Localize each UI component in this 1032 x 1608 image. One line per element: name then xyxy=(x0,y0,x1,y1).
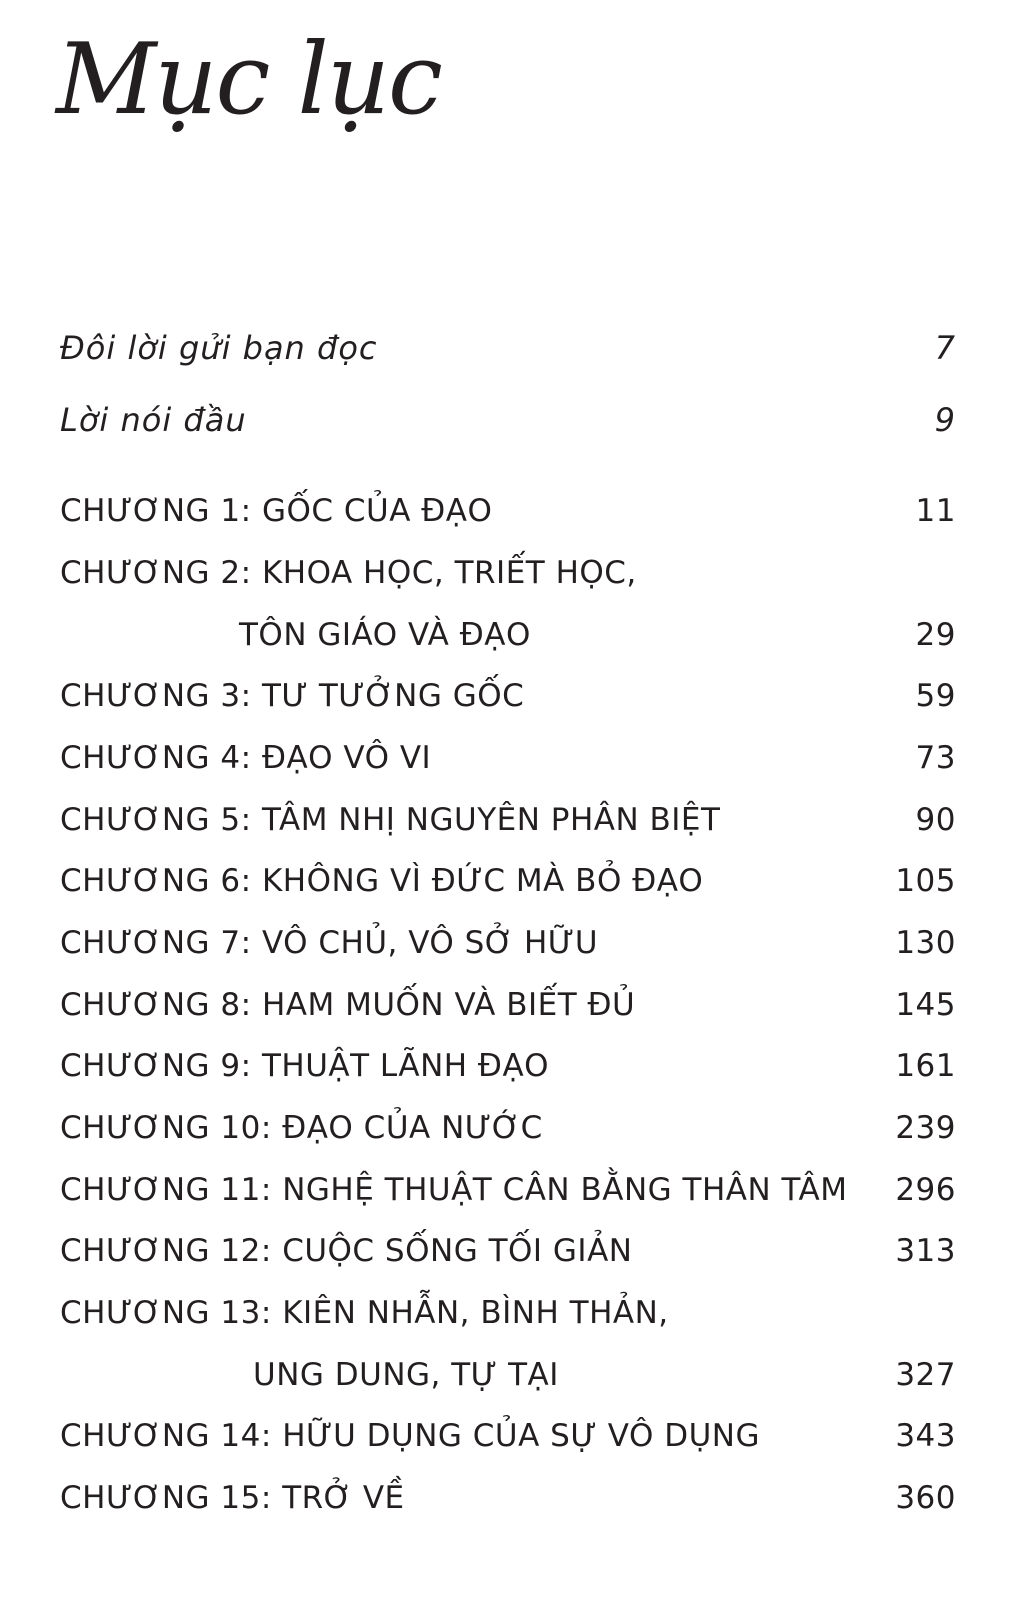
toc-entry-chapter-8[interactable] xyxy=(60,980,956,1030)
toc-entry-chapter-11[interactable] xyxy=(60,1165,956,1215)
toc-entry-chapter-7[interactable] xyxy=(60,918,956,968)
toc-entry-chapter-1[interactable] xyxy=(60,486,956,536)
page-title: Mục lục xyxy=(56,23,441,137)
chapter-page: 90 xyxy=(915,802,956,838)
toc-entry-title: Đôi lời gửi bạn đọc xyxy=(60,329,378,367)
chapter-page: 145 xyxy=(895,987,956,1023)
chapter-page: 29 xyxy=(915,617,956,653)
toc-entry-preface-readers[interactable] xyxy=(60,323,956,373)
toc-entry-chapter-5[interactable] xyxy=(60,795,956,845)
chapter-page: 161 xyxy=(895,1048,956,1084)
chapter-page: 105 xyxy=(895,863,956,899)
chapter-label: CHƯƠNG 6: xyxy=(60,863,252,899)
chapter-page: 130 xyxy=(895,925,956,961)
chapter-title: THUẬT LÃNH ĐẠO xyxy=(261,1048,550,1084)
toc-entry-chapter-13[interactable] xyxy=(60,1288,956,1338)
chapter-page: 313 xyxy=(895,1233,956,1269)
chapter-title: VÔ CHỦ, VÔ SỞ HỮU xyxy=(261,925,599,961)
toc-entry-chapter-15[interactable] xyxy=(60,1473,956,1523)
toc-entry-chapter-6[interactable] xyxy=(60,856,956,906)
chapter-title: KIÊN NHẪN, BÌNH THẢN, xyxy=(282,1295,669,1331)
chapter-label: CHƯƠNG 5: xyxy=(60,802,252,838)
chapter-label: CHƯƠNG 4: xyxy=(60,740,252,776)
chapter-title: TRỞ VỀ xyxy=(282,1480,405,1516)
toc-entry-chapter-3[interactable] xyxy=(60,671,956,721)
chapter-label: CHƯƠNG 8: xyxy=(60,987,252,1023)
toc-entry-chapter-10[interactable] xyxy=(60,1103,956,1153)
chapter-label: CHƯƠNG 12: xyxy=(60,1233,272,1269)
chapter-label: CHƯƠNG 9: xyxy=(60,1048,252,1084)
chapter-page: 343 xyxy=(895,1418,956,1454)
chapter-page: 239 xyxy=(895,1110,956,1146)
chapter-title: ĐẠO VÔ VI xyxy=(261,740,432,776)
toc-entry-chapter-2-continued[interactable] xyxy=(60,610,956,660)
chapter-title: NGHỆ THUẬT CÂN BẰNG THÂN TÂM xyxy=(282,1172,848,1208)
chapter-label: CHƯƠNG 7: xyxy=(60,925,252,961)
chapter-title-continued: TÔN GIÁO VÀ ĐẠO xyxy=(239,617,531,653)
chapter-title: HỮU DỤNG CỦA SỰ VÔ DỤNG xyxy=(282,1418,760,1454)
toc-entry-page: 7 xyxy=(934,329,956,367)
chapter-label: CHƯƠNG 14: xyxy=(60,1418,272,1454)
chapter-title: HAM MUỐN VÀ BIẾT ĐỦ xyxy=(261,987,636,1023)
toc-entry-chapter-9[interactable] xyxy=(60,1041,956,1091)
chapter-page: 360 xyxy=(895,1480,956,1516)
chapter-label: CHƯƠNG 10: xyxy=(60,1110,272,1146)
toc-entry-page: 9 xyxy=(934,401,956,439)
toc-entry-foreword[interactable] xyxy=(60,395,956,445)
chapter-label: CHƯƠNG 3: xyxy=(60,678,252,714)
chapter-page: 327 xyxy=(895,1357,956,1393)
toc-entry-chapter-12[interactable] xyxy=(60,1226,956,1276)
toc-entry-chapter-14[interactable] xyxy=(60,1411,956,1461)
toc-entry-chapter-2[interactable] xyxy=(60,548,956,598)
chapter-page: 11 xyxy=(915,493,956,529)
toc-entry-title: Lời nói đầu xyxy=(60,401,247,439)
chapter-title: GỐC CỦA ĐẠO xyxy=(261,493,493,529)
chapter-title: KHÔNG VÌ ĐỨC MÀ BỎ ĐẠO xyxy=(261,863,704,899)
toc-entry-chapter-13-continued[interactable] xyxy=(60,1350,956,1400)
chapter-page: 73 xyxy=(915,740,956,776)
chapter-label: CHƯƠNG 15: xyxy=(60,1480,272,1516)
chapter-label: CHƯƠNG 1: xyxy=(60,493,252,529)
chapter-title: TƯ TƯỞNG GỐC xyxy=(261,678,525,714)
chapter-label: CHƯƠNG 13: xyxy=(60,1295,272,1331)
chapter-label: CHƯƠNG 2: xyxy=(60,555,252,591)
table-of-contents xyxy=(60,0,956,1608)
chapter-title: TÂM NHỊ NGUYÊN PHÂN BIỆT xyxy=(261,802,721,838)
chapter-page: 59 xyxy=(915,678,956,714)
chapter-label: CHƯƠNG 11: xyxy=(60,1172,272,1208)
chapter-title-continued: UNG DUNG, TỰ TẠI xyxy=(253,1357,559,1393)
toc-entry-chapter-4[interactable] xyxy=(60,733,956,783)
chapter-title: KHOA HỌC, TRIẾT HỌC, xyxy=(261,555,637,591)
chapter-page: 296 xyxy=(895,1172,956,1208)
chapter-title: CUỘC SỐNG TỐI GIẢN xyxy=(282,1233,633,1269)
chapter-title: ĐẠO CỦA NƯỚC xyxy=(282,1110,543,1146)
